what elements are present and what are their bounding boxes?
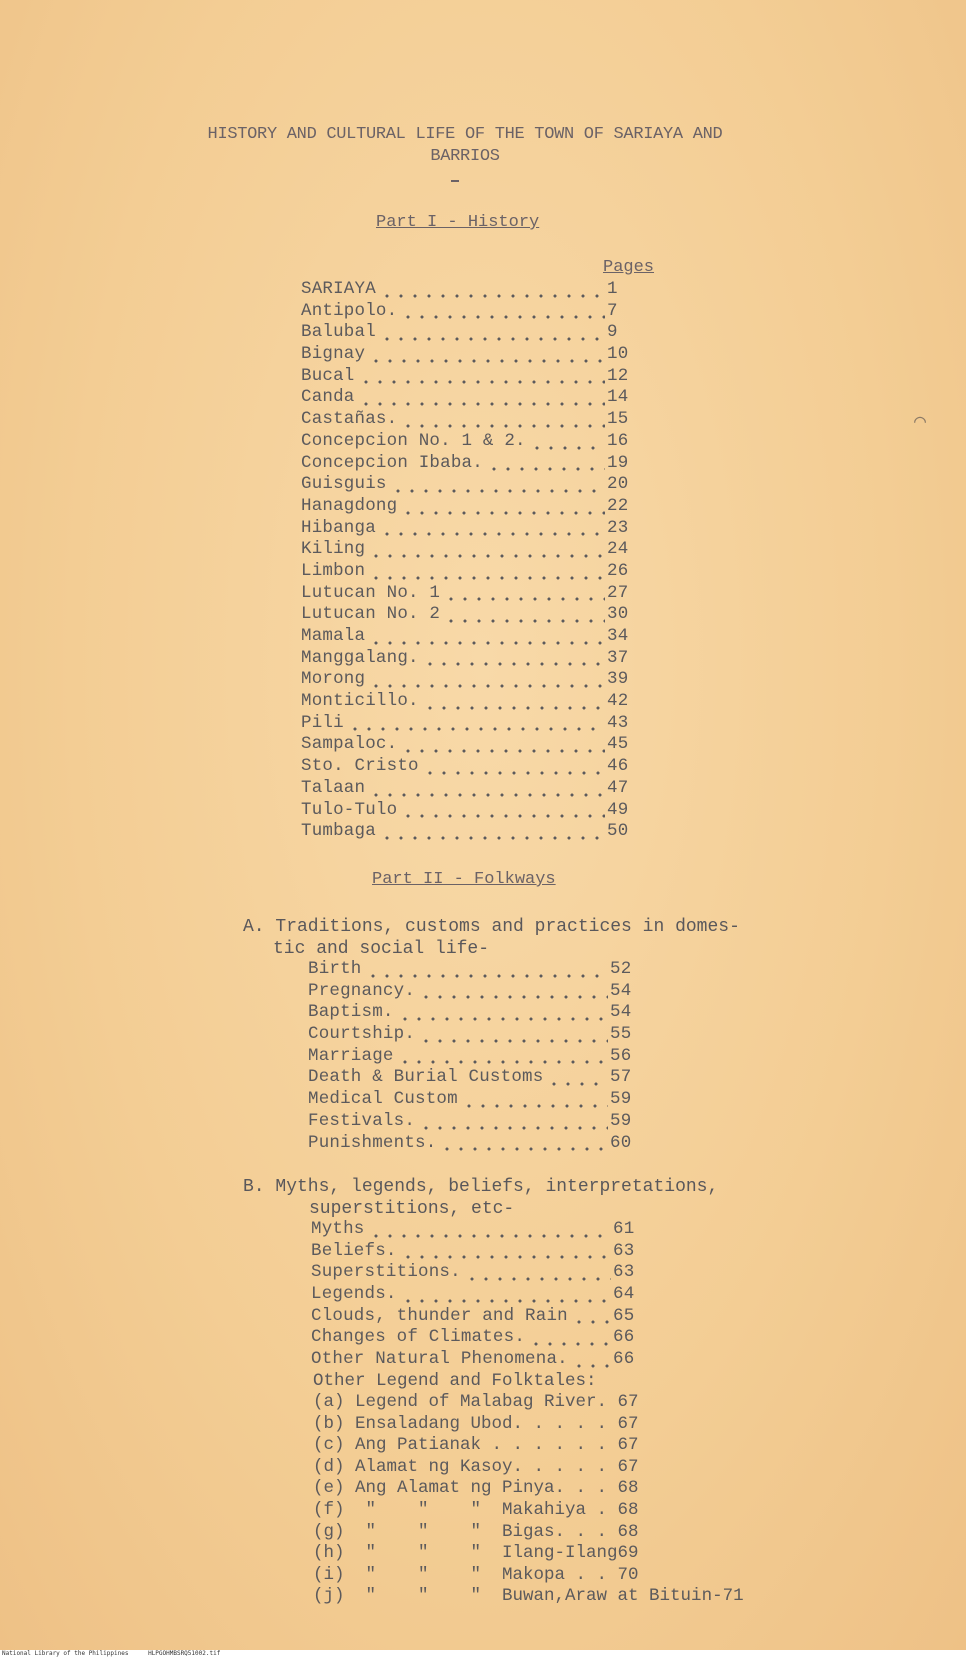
dot-leader: [399, 801, 605, 821]
toc-entry-label: Castañas.: [301, 409, 398, 430]
toc-entry-page: 50: [607, 821, 629, 842]
toc-entry-page: 10: [607, 344, 629, 365]
legend-list: [313, 1392, 744, 1608]
dot-leader: [438, 1134, 608, 1154]
legend-entry: (b) Ensaladang Ubod. . . . . 67: [313, 1413, 639, 1434]
toc-entry-page: 47: [607, 777, 629, 798]
toc-entry: [311, 1219, 647, 1241]
toc-entry-page: 1: [607, 279, 618, 299]
toc-entry: [308, 959, 644, 981]
toc-entry-page: 39: [607, 669, 629, 690]
toc-entry-label: Baptism.: [308, 1002, 394, 1023]
toc-entry-label: Sto. Cristo: [301, 756, 419, 777]
toc-entry-page: 22: [607, 495, 629, 516]
toc-entry: [301, 583, 641, 605]
toc-entry-page: 56: [610, 1045, 632, 1066]
part1-toc: [301, 279, 641, 843]
toc-entry-label: Mamala: [301, 626, 366, 646]
toc-entry: [301, 279, 641, 301]
dot-leader: [378, 519, 605, 539]
toc-entry-label: Lutucan No. 2: [301, 604, 441, 625]
toc-entry-page: 46: [607, 756, 629, 777]
toc-entry-page: 61: [613, 1219, 635, 1239]
dot-leader: [389, 476, 605, 496]
toc-entry: [308, 1089, 644, 1111]
toc-entry-label: Birth: [308, 959, 362, 979]
toc-entry-label: Concepcion No. 1 & 2.: [301, 430, 526, 451]
toc-entry-page: 14: [607, 387, 629, 408]
toc-entry-label: Limbon: [301, 560, 366, 581]
toc-entry-page: 54: [610, 980, 632, 1001]
toc-entry: [308, 1024, 644, 1046]
toc-entry-label: Talaan: [301, 777, 366, 798]
pencil-mark: ⌒: [914, 411, 927, 434]
dot-leader: [367, 671, 605, 691]
toc-entry-page: 65: [613, 1305, 635, 1326]
toc-entry-page: 42: [607, 691, 629, 712]
toc-entry-label: Medical Custom: [308, 1089, 458, 1110]
toc-entry: [301, 322, 641, 344]
dot-leader: [367, 628, 605, 648]
toc-entry-label: Balubal: [301, 322, 376, 343]
toc-entry-page: 43: [607, 712, 629, 733]
toc-entry-page: 52: [610, 959, 632, 979]
toc-entry: [311, 1349, 647, 1371]
part1-heading: Part I - History: [376, 213, 540, 232]
toc-entry-label: Manggalang.: [301, 647, 419, 668]
dot-leader: [528, 433, 605, 453]
toc-entry: [301, 518, 641, 540]
dot-leader: [421, 758, 605, 778]
legend-entry: (f) " " " Makahiya . 68: [313, 1499, 639, 1520]
toc-entry: [311, 1284, 647, 1306]
dot-leader: [442, 606, 605, 626]
document-title: [150, 124, 780, 168]
footer-filename: HLPGOHMBSRQ51002.tif: [148, 1650, 221, 1657]
toc-entry-label: Punishments.: [308, 1132, 437, 1153]
dot-leader: [378, 324, 605, 344]
toc-entry: [308, 1133, 644, 1155]
section-a-line-1: A. Traditions, customs and practices in domes-: [243, 917, 740, 937]
toc-entry: [311, 1306, 647, 1328]
dot-leader: [421, 693, 605, 713]
toc-entry: [308, 981, 644, 1003]
legend-entry: (g) " " " Bigas. . . 68: [313, 1521, 639, 1542]
toc-entry-page: 7: [607, 300, 618, 321]
toc-entry: [301, 626, 641, 648]
legend-entry: (a) Legend of Malabag River. 67: [313, 1392, 639, 1412]
legend-entry: (j) " " " Buwan,Araw at Bituin-71: [313, 1586, 744, 1607]
dot-leader: [367, 541, 605, 561]
toc-entry: [308, 1002, 644, 1024]
dot-leader: [527, 1329, 611, 1349]
dot-leader: [367, 563, 605, 583]
toc-entry-label: Tulo-Tulo: [301, 799, 398, 820]
toc-entry: [301, 453, 641, 475]
toc-entry-page: 24: [607, 539, 629, 560]
title-dash: [451, 180, 459, 182]
dot-leader: [378, 281, 605, 301]
toc-entry-page: 60: [610, 1132, 632, 1153]
dot-leader: [378, 823, 605, 843]
toc-entry: [301, 561, 641, 583]
toc-entry-page: 37: [607, 647, 629, 668]
dot-leader: [399, 302, 605, 322]
toc-entry-page: 63: [613, 1240, 635, 1261]
toc-entry-page: 49: [607, 799, 629, 820]
toc-entry: [301, 756, 641, 778]
dot-leader: [367, 346, 605, 366]
toc-entry-label: Legends.: [311, 1284, 397, 1305]
legend-entry: (h) " " " Ilang-Ilang69: [313, 1543, 639, 1564]
dot-leader: [570, 1351, 611, 1371]
toc-entry-label: Myths: [311, 1219, 365, 1239]
dot-leader: [399, 1242, 611, 1262]
toc-entry-label: Concepcion Ibaba.: [301, 452, 483, 473]
title-line-2: BARRIOS: [430, 147, 500, 166]
toc-entry-page: 59: [610, 1110, 632, 1131]
toc-entry-page: 23: [607, 517, 629, 538]
dot-leader: [367, 1221, 611, 1241]
toc-entry-page: 20: [607, 474, 629, 495]
toc-entry-page: 54: [610, 1002, 632, 1023]
dot-leader: [357, 389, 605, 409]
legend-entry: (i) " " " Makopa . . 70: [313, 1564, 639, 1585]
dot-leader: [357, 367, 605, 387]
toc-entry-label: Bucal: [301, 365, 355, 386]
dot-leader: [417, 1026, 608, 1046]
dot-leader: [570, 1307, 611, 1327]
toc-entry-label: Festivals.: [308, 1110, 416, 1131]
toc-entry: [301, 366, 641, 388]
toc-entry-label: Pregnancy.: [308, 980, 416, 1001]
toc-entry: [308, 1067, 644, 1089]
toc-entry-label: Beliefs.: [311, 1240, 397, 1261]
toc-entry: [301, 604, 641, 626]
toc-entry-page: 16: [607, 430, 629, 451]
toc-entry-label: Kiling: [301, 539, 366, 560]
toc-entry-label: Tumbaga: [301, 821, 376, 842]
toc-entry-page: 63: [613, 1262, 635, 1283]
dot-leader: [463, 1264, 611, 1284]
toc-entry: [301, 344, 641, 366]
toc-entry-page: 15: [607, 409, 629, 430]
toc-entry-label: Monticillo.: [301, 691, 419, 712]
dot-leader: [399, 498, 605, 518]
section-b-toc: [311, 1219, 647, 1371]
toc-entry-label: Marriage: [308, 1045, 394, 1066]
toc-entry: [311, 1262, 647, 1284]
legend-entry: (d) Alamat ng Kasoy. . . . . 67: [313, 1456, 639, 1477]
dot-leader: [421, 649, 605, 669]
legend-entry: (c) Ang Patianak . . . . . . 67: [313, 1435, 639, 1456]
toc-entry-label: Other Natural Phenomena.: [311, 1349, 568, 1370]
dot-leader: [396, 1004, 608, 1024]
toc-entry-label: Hibanga: [301, 517, 376, 538]
toc-entry-label: Canda: [301, 387, 355, 408]
toc-entry-page: 64: [613, 1284, 635, 1305]
dot-leader: [367, 780, 605, 800]
dot-leader: [460, 1091, 608, 1111]
toc-entry-label: Courtship.: [308, 1024, 416, 1045]
dot-leader: [396, 1047, 608, 1067]
toc-entry: [301, 778, 641, 800]
toc-entry: [308, 1111, 644, 1133]
toc-entry-page: 9: [607, 322, 618, 343]
toc-entry-label: Superstitions.: [311, 1262, 461, 1283]
toc-entry-page: 57: [610, 1067, 632, 1088]
section-a-line-2: tic and social life-: [273, 939, 490, 959]
toc-entry-label: Bignay: [301, 344, 366, 365]
toc-entry: [301, 409, 641, 431]
toc-entry: [301, 669, 641, 691]
dot-leader: [545, 1069, 608, 1089]
part2-heading: Part II - Folkways: [372, 870, 556, 889]
toc-entry: [301, 713, 641, 735]
dot-leader: [399, 411, 605, 431]
toc-entry: [301, 800, 641, 822]
dot-leader: [346, 714, 605, 734]
section-a-heading: [243, 916, 740, 960]
section-a-toc: [308, 959, 644, 1154]
toc-entry-page: 27: [607, 582, 629, 603]
toc-entry-label: Morong: [301, 669, 366, 690]
toc-entry-label: Pili: [301, 712, 344, 733]
footer-library: National Library of the Philippines: [2, 1650, 129, 1657]
toc-entry-page: 30: [607, 604, 629, 625]
toc-entry: [301, 821, 641, 843]
toc-entry: [301, 301, 641, 323]
toc-entry-label: Guisguis: [301, 474, 387, 495]
toc-entry-label: Death & Burial Customs: [308, 1067, 544, 1088]
toc-entry-label: Changes of Climates.: [311, 1327, 526, 1348]
toc-entry: [301, 691, 641, 713]
toc-entry-label: Clouds, thunder and Rain: [311, 1305, 568, 1326]
toc-entry-page: 12: [607, 365, 629, 386]
dot-leader: [399, 1286, 611, 1306]
toc-entry: [301, 387, 641, 409]
title-line-1: HISTORY AND CULTURAL LIFE OF THE TOWN OF SARIAYA AND: [207, 125, 723, 144]
toc-entry: [301, 648, 641, 670]
toc-entry-page: 66: [613, 1327, 635, 1348]
dot-leader: [417, 982, 608, 1002]
toc-entry: [301, 431, 641, 453]
toc-entry: [311, 1241, 647, 1263]
other-legends-heading: Other Legend and Folktales:: [313, 1371, 597, 1391]
toc-entry: [301, 496, 641, 518]
toc-entry: [301, 539, 641, 561]
toc-entry-page: 55: [610, 1024, 632, 1045]
toc-entry: [301, 734, 641, 756]
dot-leader: [417, 1113, 608, 1133]
scan-footer: [0, 1650, 966, 1658]
toc-entry-label: Antipolo.: [301, 300, 398, 321]
dot-leader: [442, 584, 605, 604]
legend-entry: (e) Ang Alamat ng Pinya. . . 68: [313, 1478, 639, 1499]
toc-entry-page: 19: [607, 452, 629, 473]
pages-column-heading: Pages: [603, 258, 655, 277]
toc-entry-page: 45: [607, 734, 629, 755]
toc-entry-page: 34: [607, 626, 629, 646]
toc-entry-label: Sampaloc.: [301, 734, 398, 755]
toc-entry: [301, 474, 641, 496]
toc-entry-label: Hanagdong: [301, 495, 398, 516]
toc-entry: [311, 1327, 647, 1349]
dot-leader: [399, 736, 605, 756]
dot-leader: [364, 961, 608, 981]
section-b-line-1: B. Myths, legends, beliefs, interpretations,: [243, 1177, 719, 1197]
toc-entry-label: Lutucan No. 1: [301, 582, 441, 603]
toc-entry-page: 66: [613, 1349, 635, 1370]
section-b-line-2: superstitions, etc-: [309, 1199, 515, 1219]
dot-leader: [485, 454, 605, 474]
toc-entry-page: 26: [607, 560, 629, 581]
toc-entry-label: SARIAYA: [301, 279, 376, 299]
section-b-heading: [243, 1176, 718, 1220]
toc-entry-page: 59: [610, 1089, 632, 1110]
toc-entry: [308, 1046, 644, 1068]
